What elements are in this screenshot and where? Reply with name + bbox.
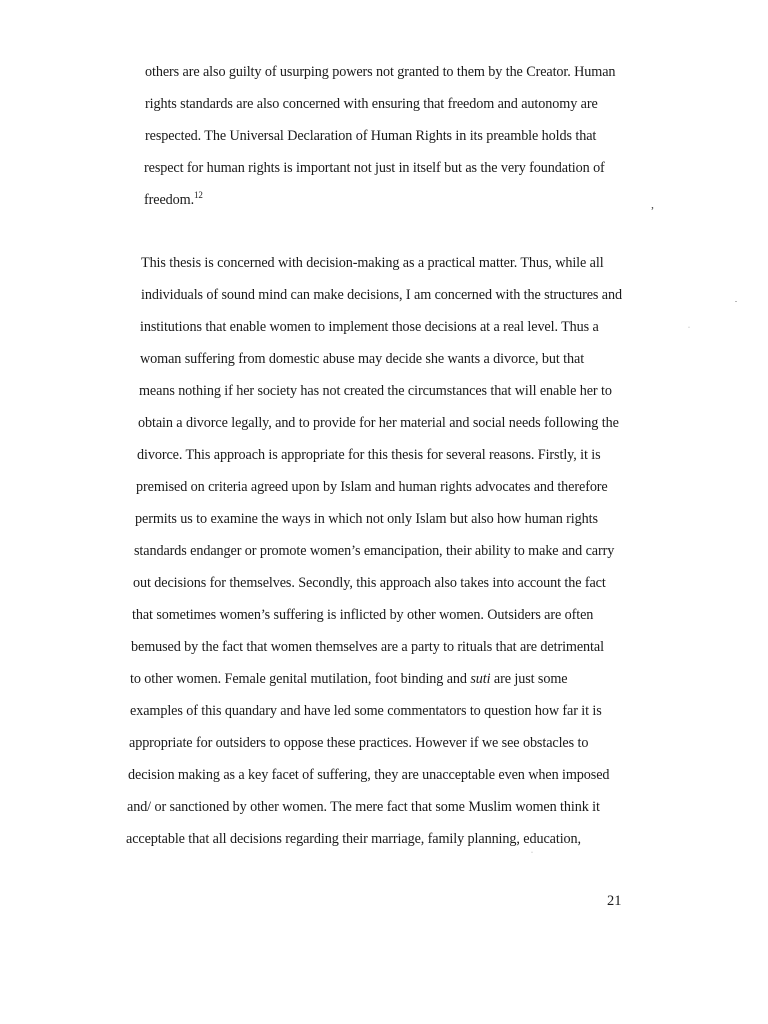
text-line: divorce. This approach is appropriate for this thesis for several reasons. Firstly, it is [137, 447, 601, 463]
text-line: respect for human rights is important not just in itself but as the very foundation of [144, 160, 605, 176]
text-line: institutions that enable women to implement those decisions at a real level. Thus a [140, 319, 599, 335]
text-line: appropriate for outsiders to oppose these practices. However if we see obstacles to [129, 735, 589, 751]
text-line: out decisions for themselves. Secondly, this approach also takes into account the fact [133, 575, 606, 591]
text-line: permits us to examine the ways in which not only Islam but also how human rights [135, 511, 598, 527]
text-line: that sometimes women’s suffering is inflicted by other women. Outsiders are often [132, 607, 594, 623]
text-line: premised on criteria agreed upon by Islam and human rights advocates and therefore [136, 479, 608, 495]
text-line: examples of this quandary and have led some commentators to question how far it is [130, 703, 602, 719]
text-line: and/ or sanctioned by other women. The mere fact that some Muslim women think it [127, 799, 600, 815]
text-line: This thesis is concerned with decision-making as a practical matter. Thus, while all [141, 255, 604, 271]
scan-speck: , [651, 197, 654, 211]
text-line: standards endanger or promote women’s emancipation, their ability to make and carry [134, 543, 615, 559]
text-line: to other women. Female genital mutilation, foot binding and [130, 671, 471, 687]
text-line: obtain a divorce legally, and to provide for her material and social needs following the [138, 415, 619, 431]
text-line: decision making as a key facet of suffering, they are unacceptable even when imposed [128, 767, 610, 783]
text-line: freedom. [144, 192, 195, 208]
text-line: others are also guilty of usurping powers not granted to them by the Creator. Human [145, 64, 616, 80]
text-line: acceptable that all decisions regarding their marriage, family planning, education, [126, 831, 581, 847]
text-line: respected. The Universal Declaration of Human Rights in its preamble holds that [145, 128, 597, 144]
page-number: 21 [607, 893, 622, 909]
text-line: means nothing if her society has not created the circumstances that will enable her to [139, 383, 612, 399]
scan-speck: · [688, 325, 690, 331]
text-line: rights standards are also concerned with ensuring that freedom and autonomy are [145, 96, 598, 112]
text-line-tail: are just some [490, 671, 568, 687]
footnote-reference: 12 [194, 190, 203, 200]
text-line: bemused by the fact that women themselves are a party to rituals that are detrimental [131, 639, 604, 655]
scan-speck: · [531, 850, 533, 856]
italic-term: suti [470, 671, 491, 687]
text-line-with-footnote [144, 192, 203, 208]
text-line-with-italic [130, 671, 567, 687]
text-line: individuals of sound mind can make decisions, I am concerned with the structures and [141, 287, 622, 303]
text-line: woman suffering from domestic abuse may decide she wants a divorce, but that [140, 351, 585, 367]
scan-speck: . [735, 295, 737, 304]
